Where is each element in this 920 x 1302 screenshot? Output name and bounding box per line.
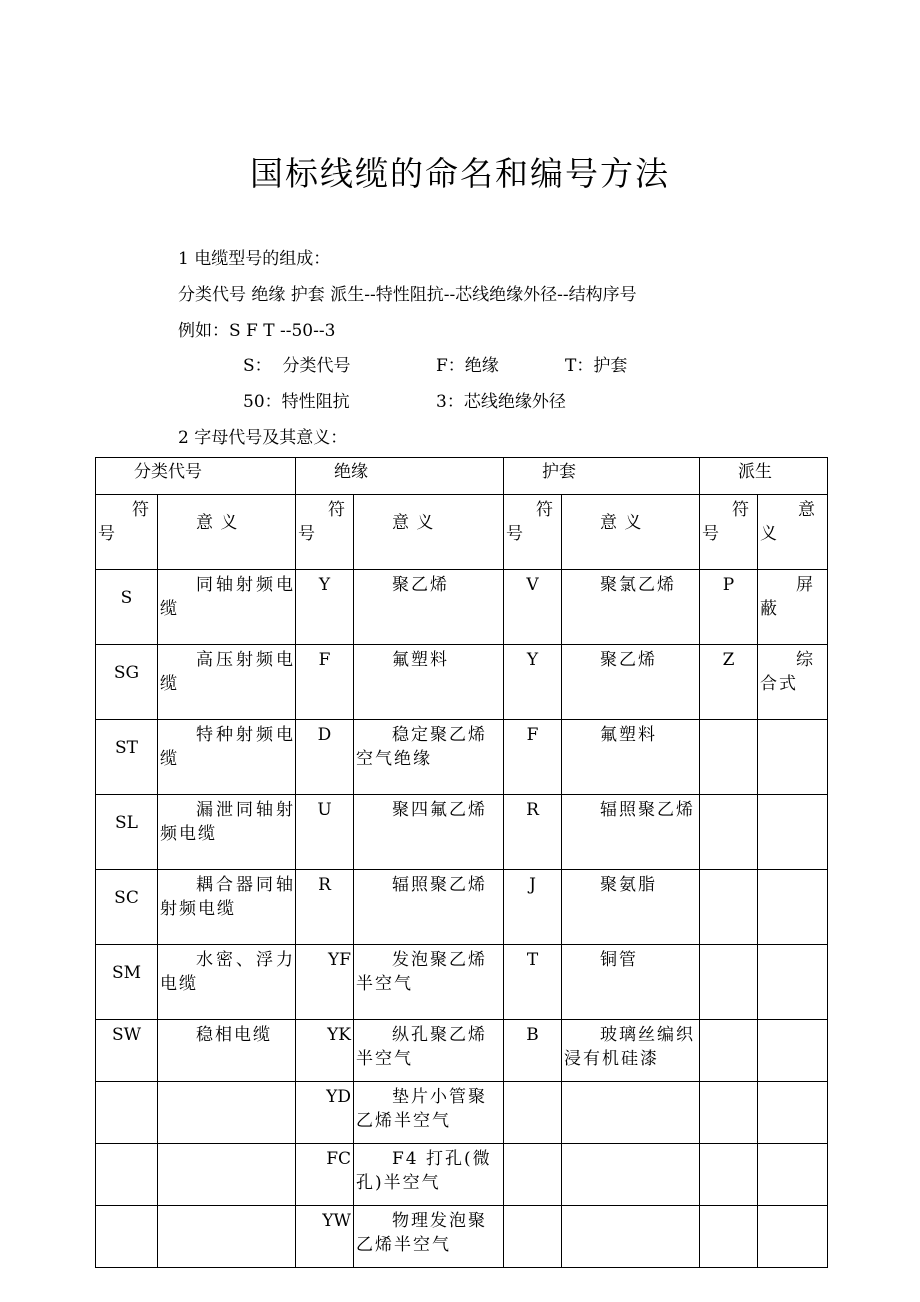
sub-header-symbol [96,495,158,570]
table-row [96,720,828,795]
classification-code: SW [96,1020,158,1082]
composition-line: 分类代号 绝缘 护套 派生--特性阻抗--芯线绝缘外径--结构序号 [178,285,637,305]
derived-code [700,720,758,795]
group-header-insulation: 绝缘 [296,458,504,495]
derived-code [700,870,758,945]
table-row [96,645,828,720]
insulation-code: F [296,645,354,720]
table-row [96,1206,828,1268]
insulation-meaning: 垫片小管聚乙烯半空气 [354,1082,504,1144]
group-header-sheath: 护套 [504,458,700,495]
symbol-char-2: 号 [98,524,115,544]
classification-meaning: 同轴射频电缆 [158,570,296,645]
group-header-row [96,458,828,495]
sheath-code [504,1144,562,1206]
meaning-char-1: 意 [798,500,815,520]
classification-code: SC [96,870,158,945]
insulation-code: U [296,795,354,870]
insulation-code: Y [296,570,354,645]
sub-header-row [96,495,828,570]
table-row [96,870,828,945]
derived-meaning [758,870,828,945]
insulation-meaning: 纵孔聚乙烯半空气 [354,1020,504,1082]
sheath-code: V [504,570,562,645]
sheath-meaning: 聚氯乙烯 [562,570,700,645]
sub-header-symbol [504,495,562,570]
derived-meaning [758,720,828,795]
sheath-meaning [562,1206,700,1268]
sheath-meaning: 氟塑料 [562,720,700,795]
legend-s: S： 分类代号 [243,356,351,376]
sub-header-meaning: 意 义 [562,495,700,570]
sheath-meaning: 聚氨脂 [562,870,700,945]
classification-meaning: 水密、浮力电缆 [158,945,296,1020]
symbol-char-2: 号 [298,524,315,544]
derived-meaning [758,1206,828,1268]
classification-code [96,1206,158,1268]
classification-code: SL [96,795,158,870]
symbol-char-1: 符 [328,500,345,520]
insulation-meaning: 聚乙烯 [354,570,504,645]
legend-f: F：绝缘 [436,356,499,376]
classification-code [96,1082,158,1144]
table-row [96,1082,828,1144]
symbol-char-1: 符 [536,500,553,520]
derived-meaning [758,945,828,1020]
insulation-code: YD [296,1082,354,1144]
classification-meaning: 稳相电缆 [158,1020,296,1082]
derived-meaning [758,1082,828,1144]
derived-meaning [758,1020,828,1082]
sheath-code: Y [504,645,562,720]
derived-meaning [758,795,828,870]
symbol-char-2: 号 [506,524,523,544]
symbol-char-1: 符 [132,500,149,520]
sheath-meaning: 铜管 [562,945,700,1020]
table-row [96,945,828,1020]
code-table [95,457,828,1268]
classification-code: ST [96,720,158,795]
classification-meaning: 特种射频电缆 [158,720,296,795]
insulation-meaning: 物理发泡聚乙烯半空气 [354,1206,504,1268]
derived-meaning: 综合式 [758,645,828,720]
sub-header-meaning [758,495,828,570]
sheath-meaning: 玻璃丝编织浸有机硅漆 [562,1020,700,1082]
derived-code [700,1144,758,1206]
legend-t: T：护套 [565,356,628,376]
insulation-meaning: F4 打孔(微孔)半空气 [354,1144,504,1206]
classification-meaning [158,1206,296,1268]
example-line: 例如：S F T --50--3 [178,321,336,341]
sub-header-meaning: 意 义 [158,495,296,570]
classification-meaning: 耦合器同轴射频电缆 [158,870,296,945]
derived-code [700,1206,758,1268]
sub-header-meaning: 意 义 [354,495,504,570]
derived-code [700,1082,758,1144]
sheath-code: R [504,795,562,870]
classification-meaning [158,1144,296,1206]
derived-code [700,795,758,870]
classification-code: SG [96,645,158,720]
insulation-meaning: 发泡聚乙烯半空气 [354,945,504,1020]
group-header-classification: 分类代号 [96,458,296,495]
derived-code: Z [700,645,758,720]
sheath-meaning: 聚乙烯 [562,645,700,720]
classification-code: SM [96,945,158,1020]
sheath-meaning [562,1144,700,1206]
group-header-derived: 派生 [700,458,828,495]
sheath-code: B [504,1020,562,1082]
classification-code: S [96,570,158,645]
page-title: 国标线缆的命名和编号方法 [250,154,670,193]
insulation-code: FC [296,1144,354,1206]
insulation-code: YF [296,945,354,1020]
derived-code [700,1020,758,1082]
section2-heading: 2 字母代号及其意义： [178,428,348,448]
table-row [96,1144,828,1206]
sub-header-symbol [700,495,758,570]
classification-code [96,1144,158,1206]
sheath-code: T [504,945,562,1020]
classification-meaning: 漏泄同轴射频电缆 [158,795,296,870]
table-row [96,1020,828,1082]
insulation-meaning: 辐照聚乙烯 [354,870,504,945]
derived-code [700,945,758,1020]
table-row [96,795,828,870]
insulation-code: YK [296,1020,354,1082]
symbol-char-1: 符 [732,500,749,520]
sheath-code: J [504,870,562,945]
symbol-char-2: 号 [702,524,719,544]
sheath-code [504,1206,562,1268]
derived-meaning: 屏蔽 [758,570,828,645]
sheath-code: F [504,720,562,795]
derived-code: P [700,570,758,645]
insulation-meaning: 聚四氟乙烯 [354,795,504,870]
section1-heading: 1 电缆型号的组成： [178,249,331,269]
meaning-char-2: 义 [760,524,777,544]
legend-50: 50：特性阻抗 [243,392,350,412]
sheath-meaning [562,1082,700,1144]
classification-meaning: 高压射频电缆 [158,645,296,720]
legend-3: 3：芯线绝缘外径 [436,392,566,412]
table-row [96,570,828,645]
classification-meaning [158,1082,296,1144]
insulation-code: R [296,870,354,945]
insulation-code: D [296,720,354,795]
insulation-code: YW [296,1206,354,1268]
sheath-code [504,1082,562,1144]
sheath-meaning: 辐照聚乙烯 [562,795,700,870]
insulation-meaning: 氟塑料 [354,645,504,720]
derived-meaning [758,1144,828,1206]
sub-header-symbol [296,495,354,570]
insulation-meaning: 稳定聚乙烯空气绝缘 [354,720,504,795]
